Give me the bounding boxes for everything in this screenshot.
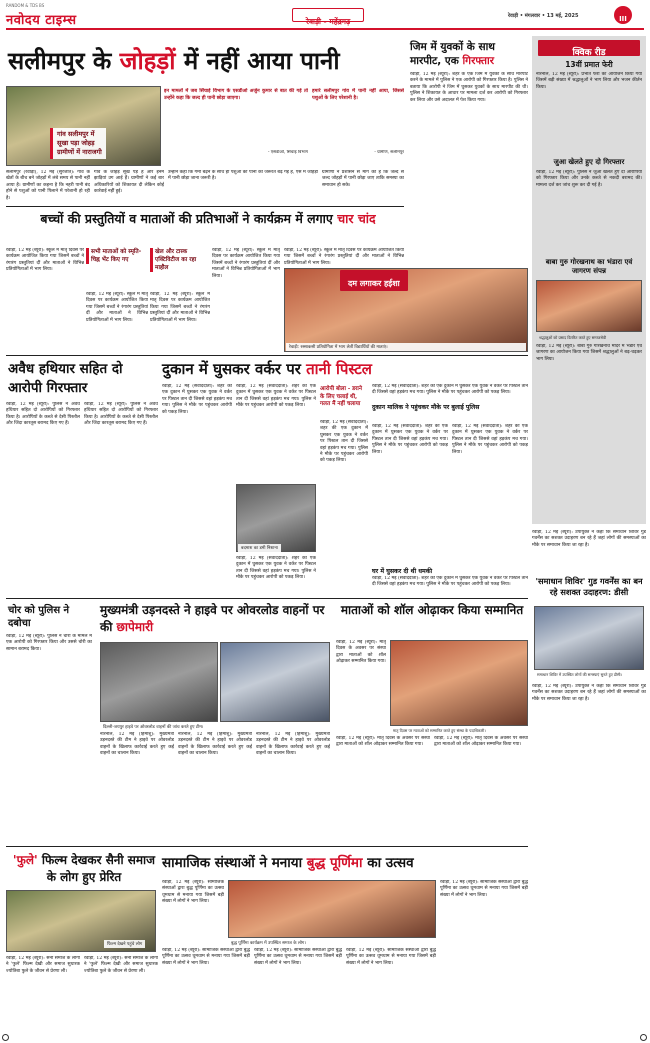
lead-body-col3: उन्होंने कहा कि गर्मी बढ़ने के साथ ही पशुओं को पानी की जरूरत बढ़ गई है, ऐसे में जोहड़ों में पानी छोड़ा जाना जरूरी है। (168, 170, 318, 182)
mothers-photo (390, 640, 528, 726)
cm-headline (100, 602, 330, 636)
lead-headline-part1: सलीमपुर के (8, 47, 120, 75)
masthead-rule (6, 28, 644, 30)
cm-headline-text: मुख्यमंत्री उड़नदस्ते ने हाइवे पर ओवरलोड वाहनों पर की (100, 603, 325, 634)
film-body-col1: रेवाड़ी, 12 मई (ब्यूरो): सैनी समाज के लोगों ने 'फुले' फिल्म देखी और समाज सुधारक ज्योतिबा फुले के जीवन से प्रेरणा ली। (6, 956, 80, 974)
mothers-photo-caption: मातृ दिवस पर माताओं को सम्मानित करते हुए संस्था के पदाधिकारी। (393, 728, 486, 733)
quick-read-title-bar (538, 40, 640, 56)
shop-photo-caption: बदमाश का डमी निशाना (238, 544, 281, 552)
children-body-col1: रेवाड़ी, 12 मई (ब्यूरो): स्कूल में मातृ दिवस पर कार्यक्रम आयोजित किया गया जिसमें बच्चों ने रंगारंग प्रस्तुतियां दीं और माताओं ने विभिन्न प्रतियोगिताओं में भाग लिया। (6, 248, 84, 273)
mothers-headline: माताओं को शॉल ओढ़ाकर किया सम्मानित (340, 603, 524, 617)
bhandara-photo-caption: श्रद्धालुओं को प्रसाद वितरित करते हुए समाजसेवी (539, 335, 607, 340)
thief-headline: चोर को पुलिस ने दबोचा (8, 605, 70, 629)
samadhan-photo-caption: समाधान शिविर में उपस्थित लोगों की समस्याएं सुनते हुए डीसी। (537, 672, 622, 677)
registration-mark-left (2, 1034, 9, 1041)
lead-quote-1 (164, 88, 308, 156)
children-sub-2 (150, 248, 208, 272)
shop-body-col1: रेवाड़ी, 12 मई (संवाददाता): शहर की एक दुकान में घुसकर एक युवक ने वर्कर पर पिस्टल तान दी जिससे वहां हड़कंप मच गया। पुलिस ने मौके पर पहुंचकर आरोपी को पकड़ लिया। (162, 384, 232, 415)
film-headline-text: फिल्म देखकर सैनी समाज के लोग हुए प्रेरित (37, 853, 156, 884)
thief-body: रेवाड़ी, 12 मई (ब्यूरो): पुलिस ने चोरी के मामले में एक आरोपी को गिरफ्तार किया और उससे चोरी का सामान बरामद किया। (6, 634, 92, 652)
buddha-headline-text: सामाजिक संस्थाओं ने मनाया (162, 855, 307, 871)
shop-body-col5: रेवाड़ी, 12 मई (संवाददाता): शहर की एक दुकान में घुसकर एक युवक ने वर्कर पर पिस्टल तान दी जिससे वहां हड़कंप मच गया। पुलिस ने मौके पर पहुंचकर आरोपी को पकड़ लिया। (372, 424, 448, 455)
mothers-body-col2: रेवाड़ी, 12 मई (ब्यूरो): मातृ दिवस के अवसर पर संस्था द्वारा माताओं को शॉल ओढ़ाकर सम्मानित किया गया। (336, 736, 430, 748)
children-sub-1 (86, 248, 144, 264)
gym-headline (410, 40, 528, 68)
film-headline (8, 852, 160, 886)
shop-body-col4: रेवाड़ी, 12 मई (संवाददाता): शहर की एक दुकान में घुसकर एक युवक ने वर्कर पर पिस्टल तान दी जिससे वहां हड़कंप मच गया। पुलिस ने मौके पर पहुंचकर आरोपी को पकड़ लिया। (372, 384, 528, 396)
cm-body-col1: नारनौल, 12 मई (हिमांशु): मुख्यमंत्री उड़नदस्ते की टीम ने हाइवे पर ओवरलोड वाहनों के खिलाफ कार्रवाई करते हुए कई वाहनों का चालान किया। (100, 732, 174, 757)
issue-date: रेवाड़ी • मंगलवार • 13 मई, 2025 (508, 13, 579, 19)
quick-read-item1-body: नारनौल, 12 मई (ब्यूरो): प्रभात फेरी का आयोजन किया गया जिसमें बड़ी संख्या में श्रद्धालुओं ने भाग लिया और भजन कीर्तन किया। (536, 72, 642, 90)
quick-read-item3-body: रेवाड़ी, 12 मई (ब्यूरो): बाबा गुरु गोरखनाथ मंदिर में भंडारे एवं जागरण का आयोजन किया गया जिसमें श्रद्धालुओं ने बढ़-चढ़कर भाग लिया। (536, 344, 642, 362)
section-divider-3 (6, 598, 528, 599)
quick-read-item1-head: 13वीं प्रमात फेरी (565, 60, 613, 69)
side-point-2: सूखा पड़ा जोहड़ (57, 139, 95, 147)
children-body-col4: रेवाड़ी, 12 मई (ब्यूरो): स्कूल में मातृ दिवस पर कार्यक्रम आयोजित किया गया जिसमें बच्चों ने रंगारंग प्रस्तुतियां दीं और माताओं ने विभिन्न प्रतियोगिताओं में भाग लिया। (212, 248, 280, 279)
section-divider-1 (6, 206, 404, 207)
children-headline-text: बच्चों की प्रस्तुतियों व माताओं की प्रतिभाओं ने कार्यक्रम में लगाए (40, 211, 338, 226)
cm-body-col3: नारनौल, 12 मई (हिमांशु): मुख्यमंत्री उड़नदस्ते की टीम ने हाइवे पर ओवरलोड वाहनों के खिलाफ कार्रवाई करते हुए कई वाहनों का चालान किया। (256, 732, 330, 757)
section-divider-2 (6, 355, 528, 356)
samadhan-photo (534, 606, 644, 670)
section-divider-4 (6, 846, 528, 847)
samadhan-headline: 'समाधान शिविर' गुड गवर्नेंस का बन रहे सशक्त उदाहरण: डीसी (535, 576, 643, 597)
buddha-photo (228, 880, 436, 938)
shop-photo (236, 484, 316, 552)
quick-read-item3-head: बाबा गुरु गोरखनाथ का भंडारा एवं जागरण संपन्न (545, 258, 633, 275)
mothers-body-col3: रेवाड़ी, 12 मई (ब्यूरो): मातृ दिवस के अवसर पर संस्था द्वारा माताओं को शॉल ओढ़ाकर सम्मानित किया गया। (434, 736, 528, 748)
mothers-body-col1: रेवाड़ी, 12 मई (ब्यूरो): मातृ दिवस के अवसर पर संस्था द्वारा माताओं को शॉल ओढ़ाकर सम्मानित किया गया। (336, 640, 386, 665)
page-number: III (619, 15, 627, 23)
lead-body-col2: गांव के जोहड़ सूखे पड़े हैं और इनमें झाड़ियां उग आई हैं। ग्रामीणों ने कई बार अधिकारियों को शिकायत दी लेकिन कोई कार्रवाई नहीं हुई। (94, 170, 164, 195)
shop-inset-head-2: दुकान मालिक ने पहुंचकर मौके पर बुलाई पुलिस (372, 404, 480, 411)
lead-body-col1: सलीमपुर (रेवाड़ी), 12 मई (सुरजीत): गांव के खेतों के बीच बने जोहड़ों में लंबे समय से पानी नहीं आया है। ग्रामीणों का कहना है कि नहरी पानी बंद होने से पशुओं को पानी पिलाने में परेशानी हो रही है। (6, 170, 90, 201)
weapon-headline: अवैध हथियार सहित दो आरोपी गिरफ्तार (8, 361, 123, 396)
lead-quote-2-text: हमारे सलीमपुर गांव में पानी नहीं आया, जिससे पशुओं के लिए परेशानी है। (312, 88, 404, 101)
shop-body-col3: रेवाड़ी, 12 मई (संवाददाता): शहर की एक दुकान में घुसकर एक युवक ने वर्कर पर पिस्टल तान दी जिससे वहां हड़कंप मच गया। पुलिस ने मौके पर पहुंचकर आरोपी को पकड़ लिया। (236, 556, 316, 581)
shop-headline-highlight: तानी पिस्टल (306, 360, 372, 378)
weapon-body-col2: रेवाड़ी, 12 मई (ब्यूरो): पुलिस ने अवैध हथियार सहित दो आरोपियों को गिरफ्तार किया है। आरोपियों के कब्जे से देसी पिस्तौल और जिंदा कारतूस बरामद किए गए हैं। (84, 402, 158, 427)
quick-read-item2-head: जुआ खेलते हुए दो गिरफ्तार (553, 158, 625, 166)
lead-body-col4: ग्रामीणों ने प्रशासन से मांग की है कि जल्द से जल्द जोहड़ों में पानी छोड़ा जाए ताकि समस्या का समाधान हो सके। (322, 170, 404, 188)
page-number-badge (614, 6, 632, 24)
film-photo-caption: फिल्म देखने पहुंचे लोग (104, 940, 145, 948)
lead-headline (8, 46, 406, 76)
gym-headline-highlight: गिरफ्तार (462, 55, 495, 67)
shop-body-col2: रेवाड़ी, 12 मई (संवाददाता): शहर की एक दुकान में घुसकर एक युवक ने वर्कर पर पिस्टल तान दी जिससे वहां हड़कंप मच गया। पुलिस ने मौके पर पहुंचकर आरोपी को पकड़ लिया। (236, 384, 316, 409)
masthead (0, 0, 650, 30)
tug-of-war-caption: रेवाड़ी: रस्साकसी प्रतियोगिता में भाग लेतीं विद्यार्थियों की माताएं। (286, 343, 526, 351)
bhandara-photo (536, 280, 642, 332)
gym-body: रेवाड़ी, 12 मई (ब्यूरो): शहर के एक जिम में युवकों के साथ मारपीट करने के मामले में पुलिस ने एक आरोपी को गिरफ्तार किया है। पुलिस ने बताया कि आरोपी ने जिम में घुसकर युवकों के साथ मारपीट की थी। पुलिस ने शिकायत के आधार पर मामला दर्ज कर आरोपी को गिरफ्तार कर लिया और उसे अदालत में पेश किया गया। (410, 72, 528, 103)
shop-inset-head: आरोपी बोला - डराने के लिए चलाई थी, गलत मैं नहीं चलाया (320, 386, 362, 407)
paper-name: नवोदय टाइम्स (6, 13, 77, 28)
buddha-photo-caption: बुद्ध पूर्णिमा कार्यक्रम में उपस्थित समाज के लोग। (231, 941, 306, 946)
film-body-col2: रेवाड़ी, 12 मई (ब्यूरो): सैनी समाज के लोगों ने 'फुले' फिल्म देखी और समाज सुधारक ज्योतिबा फुले के जीवन से प्रेरणा ली। (84, 956, 158, 974)
buddha-headline-highlight: बुद्ध पूर्णिमा (306, 855, 363, 871)
children-body-col5: रेवाड़ी, 12 मई (ब्यूरो): स्कूल में मातृ दिवस पर कार्यक्रम आयोजित किया गया जिसमें बच्चों ने रंगारंग प्रस्तुतियां दीं और माताओं ने विभिन्न प्रतियोगिताओं में भाग लिया। (284, 248, 404, 266)
lead-headline-part3: में नहीं आया पानी (175, 47, 340, 75)
lead-quote-2 (312, 88, 404, 156)
lead-side-points (50, 128, 106, 159)
masthead-small-label: RANDOM & TDS BS (6, 3, 45, 8)
buddha-body-col4: रेवाड़ी, 12 मई (ब्यूरो): सामाजिक संस्थाओं द्वारा बुद्ध पूर्णिमा का उत्सव धूमधाम से मनाया गया जिसमें बड़ी संख्या में लोगों ने भाग लिया। (254, 948, 342, 966)
cm-photo-1 (100, 642, 218, 722)
cm-photo-caption: दिल्ली-जयपुर हाइवे पर ओवरलोड वाहनों की जांच करते हुए टीम। (103, 725, 204, 730)
shop-inset-head-3: घर में घुसकर दी थी धमकी (372, 568, 433, 575)
samadhan-body: रेवाड़ी, 12 मई (ब्यूरो): उपायुक्त ने कहा कि समाधान शिविर गुड गवर्नेंस का सशक्त उदाहरण बन रहे हैं जहां लोगों की समस्याओं का मौके पर समाधान किया जा रहा है। (532, 684, 646, 702)
children-body-col3: रेवाड़ी, 12 मई (ब्यूरो): स्कूल में मातृ दिवस पर कार्यक्रम आयोजित किया गया जिसमें बच्चों ने रंगारंग प्रस्तुतियां दीं और माताओं ने विभिन्न प्रतियोगिताओं में भाग लिया। (150, 292, 210, 323)
children-body-col2: रेवाड़ी, 12 मई (ब्यूरो): स्कूल में मातृ दिवस पर कार्यक्रम आयोजित किया गया जिसमें बच्चों ने रंगारंग प्रस्तुतियां दीं और माताओं ने विभिन्न प्रतियोगिताओं में भाग लिया। (86, 292, 148, 323)
dum-tag-text: दम लगाकर हईशा (348, 279, 400, 288)
section-badge (292, 8, 364, 26)
buddha-body-col1: रेवाड़ी, 12 मई (ब्यूरो): सामाजिक संस्थाओं द्वारा बुद्ध पूर्णिमा का उत्सव धूमधाम से मनाया गया जिसमें बड़ी संख्या में लोगों ने भाग लिया। (162, 880, 224, 905)
cm-headline-highlight: छापेमारी (116, 620, 154, 634)
shop-headline-text: दुकान में घुसकर वर्कर पर (162, 360, 307, 378)
film-headline-highlight: 'फुले' (12, 853, 38, 867)
buddha-body-col2: रेवाड़ी, 12 मई (ब्यूरो): सामाजिक संस्थाओं द्वारा बुद्ध पूर्णिमा का उत्सव धूमधाम से मनाया गया जिसमें बड़ी संख्या में लोगों ने भाग लिया। (440, 880, 528, 898)
cm-body-col2: नारनौल, 12 मई (हिमांशु): मुख्यमंत्री उड़नदस्ते की टीम ने हाइवे पर ओवरलोड वाहनों के खिलाफ कार्रवाई करते हुए कई वाहनों का चालान किया। (178, 732, 252, 757)
buddha-headline (162, 854, 528, 872)
registration-mark-right (640, 1034, 647, 1041)
children-sub-2-text: खेल और टास्क एक्टिविटीज का रहा माहौल (155, 249, 197, 271)
dum-tag (340, 270, 408, 291)
quick-read-title: क्विक रीड (572, 48, 606, 58)
shop-body-col7: रेवाड़ी, 12 मई (संवाददाता): शहर की एक दुकान में घुसकर एक युवक ने वर्कर पर पिस्टल तान दी जिससे वहां हड़कंप मच गया। पुलिस ने मौके पर पहुंचकर आरोपी को पकड़ लिया। (372, 576, 528, 588)
weapon-body-col1: रेवाड़ी, 12 मई (ब्यूरो): पुलिस ने अवैध हथियार सहित दो आरोपियों को गिरफ्तार किया है। आरोपियों के कब्जे से देसी पिस्तौल और जिंदा कारतूस बरामद किए गए हैं। (6, 402, 80, 427)
quick-read-sidebar (532, 36, 646, 524)
children-sub-1-text: सभी माताओं को स्मृति-चिह्न भेंट किए गए (91, 249, 142, 263)
quick-read-item2-body: रेवाड़ी, 12 मई (ब्यूरो): पुलिस ने जुआ खेलते हुए दो आरोपियों को गिरफ्तार किया और उनके कब्जे से नकदी बरामद की। मामला दर्ज कर जांच शुरू कर दी गई है। (536, 170, 642, 188)
lead-quote-1-attribution: - एसडीओ, सिंचाई विभाग (267, 150, 308, 155)
lead-quote-2-attribution: - ग्रामीण, सलीमपुर (374, 150, 404, 155)
lead-quote-1-text: इन मामलों में जब सिंचाई विभाग के एसडीओ अर्जुन कुमार से बात की गई तो उन्होंने कहा कि जल्द ही पानी छोड़ा जाएगा। (164, 88, 308, 101)
children-headline (10, 210, 406, 227)
buddha-body-col3: रेवाड़ी, 12 मई (ब्यूरो): सामाजिक संस्थाओं द्वारा बुद्ध पूर्णिमा का उत्सव धूमधाम से मनाया गया जिसमें बड़ी संख्या में लोगों ने भाग लिया। (162, 948, 250, 966)
buddha-body-col5: रेवाड़ी, 12 मई (ब्यूरो): सामाजिक संस्थाओं द्वारा बुद्ध पूर्णिमा का उत्सव धूमधाम से मनाया गया जिसमें बड़ी संख्या में लोगों ने भाग लिया। (346, 948, 436, 966)
gym-headline-text: जिम में युवकों के साथ मारपीट, एक (410, 41, 495, 67)
samadhan-intro: रेवाड़ी, 12 मई (ब्यूरो): उपायुक्त ने कहा कि समाधान शिविर गुड गवर्नेंस का सशक्त उदाहरण बन रहे हैं जहां लोगों की समस्याओं का मौके पर समाधान किया जा रहा है। (532, 530, 646, 548)
shop-headline (162, 360, 528, 379)
shop-body-col6: रेवाड़ी, 12 मई (संवाददाता): शहर की एक दुकान में घुसकर एक युवक ने वर्कर पर पिस्टल तान दी जिससे वहां हड़कंप मच गया। पुलिस ने मौके पर पहुंचकर आरोपी को पकड़ लिया। (452, 424, 528, 455)
side-point-1: गांव सलीमपुर में (57, 130, 95, 138)
shop-inset-body: रेवाड़ी, 12 मई (संवाददाता): शहर की एक दुकान में घुसकर एक युवक ने वर्कर पर पिस्टल तान दी जिससे वहां हड़कंप मच गया। पुलिस ने मौके पर पहुंचकर आरोपी को पकड़ लिया। (320, 420, 368, 464)
buddha-headline-end: का उत्सव (362, 855, 414, 871)
lead-headline-highlight: जोहड़ों (119, 47, 176, 75)
section-name: रेवाड़ी - महेंद्रगढ़ (305, 17, 351, 26)
side-point-3: ग्रामीणों में नाराजगी (57, 148, 102, 156)
cm-photo-2 (220, 642, 330, 722)
children-headline-highlight: चार चांद (337, 211, 376, 226)
